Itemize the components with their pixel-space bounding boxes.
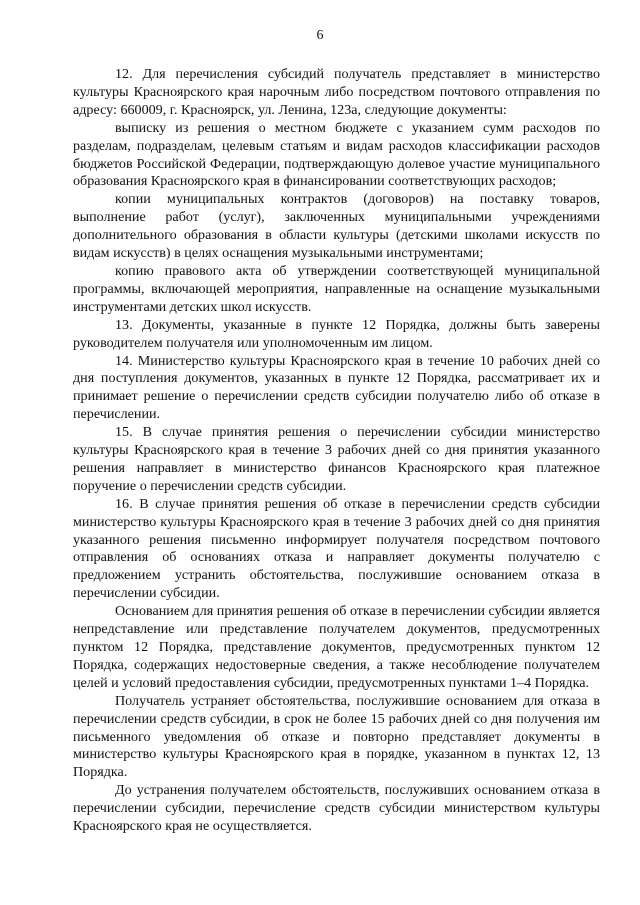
paragraph-contract-copies: копии муниципальных контрактов (договоров) на поставку товаров, выполнение работ (услуг), заключенных муниципальными учреждениями дополнительного образования в области культуры (детскими школами искусств по видам искусств) в целях оснащения музыкальными инструментами;	[73, 191, 600, 262]
paragraph-16: 16. В случае принятия решения об отказе в перечислении средств субсидии министерство культуры Красноярского края в течение 3 рабочих дней со дня принятия указанного решения письменно информирует получателя посредством почтового отправления об основаниях отказа и направляет документы получателю с предложением устранить обстоятельства, послужившие основанием отказа в перечислении субсидии.	[73, 495, 600, 602]
paragraph-legal-act-copy: копию правового акта об утверждении соответствующей муниципальной программы, включающей мероприятия, направленные на оснащение музыкальными инструментами детских школ искусств.	[73, 262, 600, 315]
paragraph-resubmission: Получатель устраняет обстоятельства, послужившие основанием для отказа в перечислении средств субсидии, в срок не более 15 рабочих дней со дня получения им письменного уведомления об отказе и повторно представляет документы в министерство культуры Красноярского края в порядке, указанном в пунктах 12, 13 Порядка.	[73, 692, 600, 781]
paragraph-refusal-grounds: Основанием для принятия решения об отказе в перечислении субсидии является непредставление или представление получателем документов, предусмотренных пунктом 12 Порядка, представление документов, предусмотренных пунктом 12 Порядка, содержащих недостоверные сведения, а также несоблюдение получателем целей и условий предоставления субсидии, предусмотренных пунктами 1–4 Порядка.	[73, 603, 600, 691]
paragraph-13: 13. Документы, указанные в пункте 12 Порядка, должны быть заверены руководителем получателя или уполномоченным им лицом.	[73, 316, 600, 351]
paragraph-15: 15. В случае принятия решения о перечислении субсидии министерство культуры Красноярского края в течение 3 рабочих дней со дня принятия указанного решения направляет в министерство финансов Красноярского края платежное поручение о перечислении средств субсидии.	[73, 424, 600, 494]
page-number: 6	[316, 28, 324, 43]
paragraph-12: 12. Для перечисления субсидий получатель представляет в министерство культуры Красноярского края нарочным либо посредством почтового отправления по адресу: 660009, г. Красноярск, ул. Ленина, 123а, следующие документы:	[73, 66, 600, 118]
paragraph-budget-extract: выписку из решения о местном бюджете с указанием сумм расходов по разделам, подразделам, целевым статьям и видам расходов классификации расходов бюджетов Российской Федерации, подтверждающую долевое участие муниципального образования Красноярского края в финансировании соответствующих расходов;	[73, 119, 600, 190]
paragraph-no-transfer: До устранения получателем обстоятельств, послуживших основанием отказа в перечислении субсидии, перечисление средств субсидии министерством культуры Красноярского края не осуществляется.	[73, 782, 600, 835]
document-body	[73, 66, 600, 836]
paragraph-14: 14. Министерство культуры Красноярского края в течение 10 рабочих дней со дня поступления документов, указанных в пункте 12 Порядка, рассматривает их и принимает решение о перечислении средств субсидии получателю либо об отказе в перечислении.	[73, 352, 600, 423]
